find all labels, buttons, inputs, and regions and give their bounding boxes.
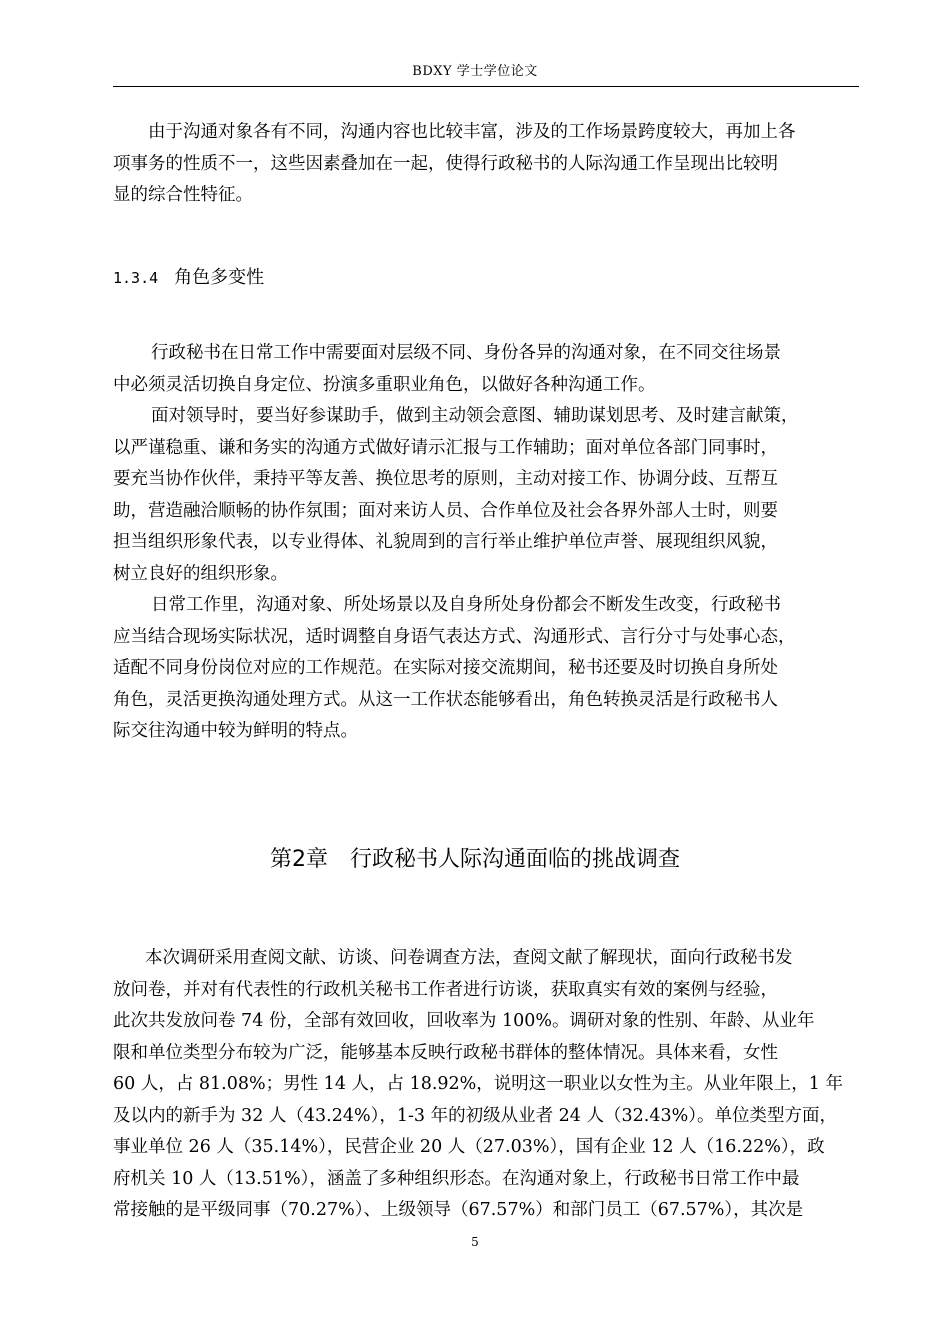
section-paragraph xyxy=(113,590,859,748)
paragraph-line: 中必须灵活切换自身定位、扮演多重职业角色，以做好各种沟通工作。 xyxy=(113,374,656,395)
paragraph-line: 际交往沟通中较为鲜明的特点。 xyxy=(113,721,358,741)
paragraph-line: 行政秘书在日常工作中需要面对层级不同、身份各异的沟通对象，在不同交往场景 xyxy=(151,343,781,363)
paragraph-line: 60 人，占 81.08%；男性 14 人，占 18.92%，说明这一职业以女性为主。从业年限上，1 年 xyxy=(113,1074,843,1094)
chapter-paragraph xyxy=(113,943,859,1227)
paragraph-line: 本次调研采用查阅文献、访谈、问卷调查方法，查阅文献了解现状，面向行政秘书发 xyxy=(145,948,793,968)
header-rule xyxy=(113,86,859,87)
intro-paragraph-block xyxy=(113,117,859,212)
paragraph-line: 日常工作里，沟通对象、所处场景以及自身所处身份都会不断发生改变，行政秘书 xyxy=(151,595,781,615)
section-body-block xyxy=(113,338,859,748)
chapter-number: 第2章 xyxy=(269,847,328,872)
section-paragraph xyxy=(113,401,859,590)
paragraph-line: 适配不同身份岗位对应的工作规范。在实际对接交流期间，秘书还要及时切换自身所处 xyxy=(113,658,778,678)
paragraph-line: 担当组织形象代表，以专业得体、礼貌周到的言行举止维护单位声誉、展现组织风貌， xyxy=(113,532,778,552)
paragraph-line: 及以内的新手为 32 人（43.24%），1-3 年的初级从业者 24 人（32.43%）。单位类型方面， xyxy=(113,1105,837,1126)
paragraph-line: 由于沟通对象各有不同，沟通内容也比较丰富，涉及的工作场景跨度较大，再加上各 xyxy=(148,122,796,142)
page-number: 5 xyxy=(471,1235,479,1249)
paragraph-line: 要充当协作伙伴，秉持平等友善、换位思考的原则，主动对接工作、协调分歧、互帮互 xyxy=(113,469,778,489)
paragraph-line: 此次共发放问卷 74 份，全部有效回收，回收率为 100%。调研对象的性别、年龄、从业年 xyxy=(113,1011,815,1031)
paragraph-line: 府机关 10 人（13.51%），涵盖了多种组织形态。在沟通对象上，行政秘书日常工作中最 xyxy=(113,1168,800,1189)
paragraph-line: 角色，灵活更换沟通处理方式。从这一工作状态能够看出，角色转换灵活是行政秘书人 xyxy=(113,689,778,710)
section-paragraph xyxy=(113,338,859,401)
paragraph-line: 树立良好的组织形象。 xyxy=(113,563,288,584)
section-heading-1-3-4 xyxy=(113,264,264,292)
paragraph-line: 显的综合性特征。 xyxy=(113,185,253,205)
section-number: 1.3.4 xyxy=(113,269,159,287)
chapter-body-block xyxy=(113,943,859,1227)
running-header-title: BDXY 学士学位论文 xyxy=(412,64,538,79)
intro-paragraph xyxy=(113,117,859,212)
paragraph-line: 助，营造融洽顺畅的协作氛围；面对来访人员、合作单位及社会各界外部人士时，则要 xyxy=(113,500,778,521)
chapter-title: 行政秘书人际沟通面临的挑战调查 xyxy=(349,847,680,872)
paragraph-line: 项事务的性质不一，这些因素叠加在一起，使得行政秘书的人际沟通工作呈现出比较明 xyxy=(113,153,778,174)
chapter-heading xyxy=(0,843,950,877)
paragraph-line: 事业单位 26 人（35.14%），民营企业 20 人（27.03%），国有企业 12 人（16.22%），政 xyxy=(113,1137,825,1157)
paragraph-line: 面对领导时，要当好参谋助手，做到主动领会意图、辅助谋划思考、及时建言献策， xyxy=(151,406,799,426)
section-title: 角色多变性 xyxy=(174,267,265,288)
paragraph-line: 以严谨稳重、谦和务实的沟通方式做好请示汇报与工作辅助；面对单位各部门同事时， xyxy=(113,437,778,458)
paragraph-line: 应当结合现场实际状况，适时调整自身语气表达方式、沟通形式、言行分寸与处事心态， xyxy=(113,626,796,647)
paragraph-line: 常接触的是平级同事（70.27%）、上级领导（67.57%）和部门员工（67.57%），其次是 xyxy=(113,1200,804,1220)
paragraph-line: 限和单位类型分布较为广泛，能够基本反映行政秘书群体的整体情况。具体来看，女性 xyxy=(113,1042,778,1063)
paragraph-line: 放问卷，并对有代表性的行政机关秘书工作者进行访谈，获取真实有效的案例与经验， xyxy=(113,979,778,1000)
